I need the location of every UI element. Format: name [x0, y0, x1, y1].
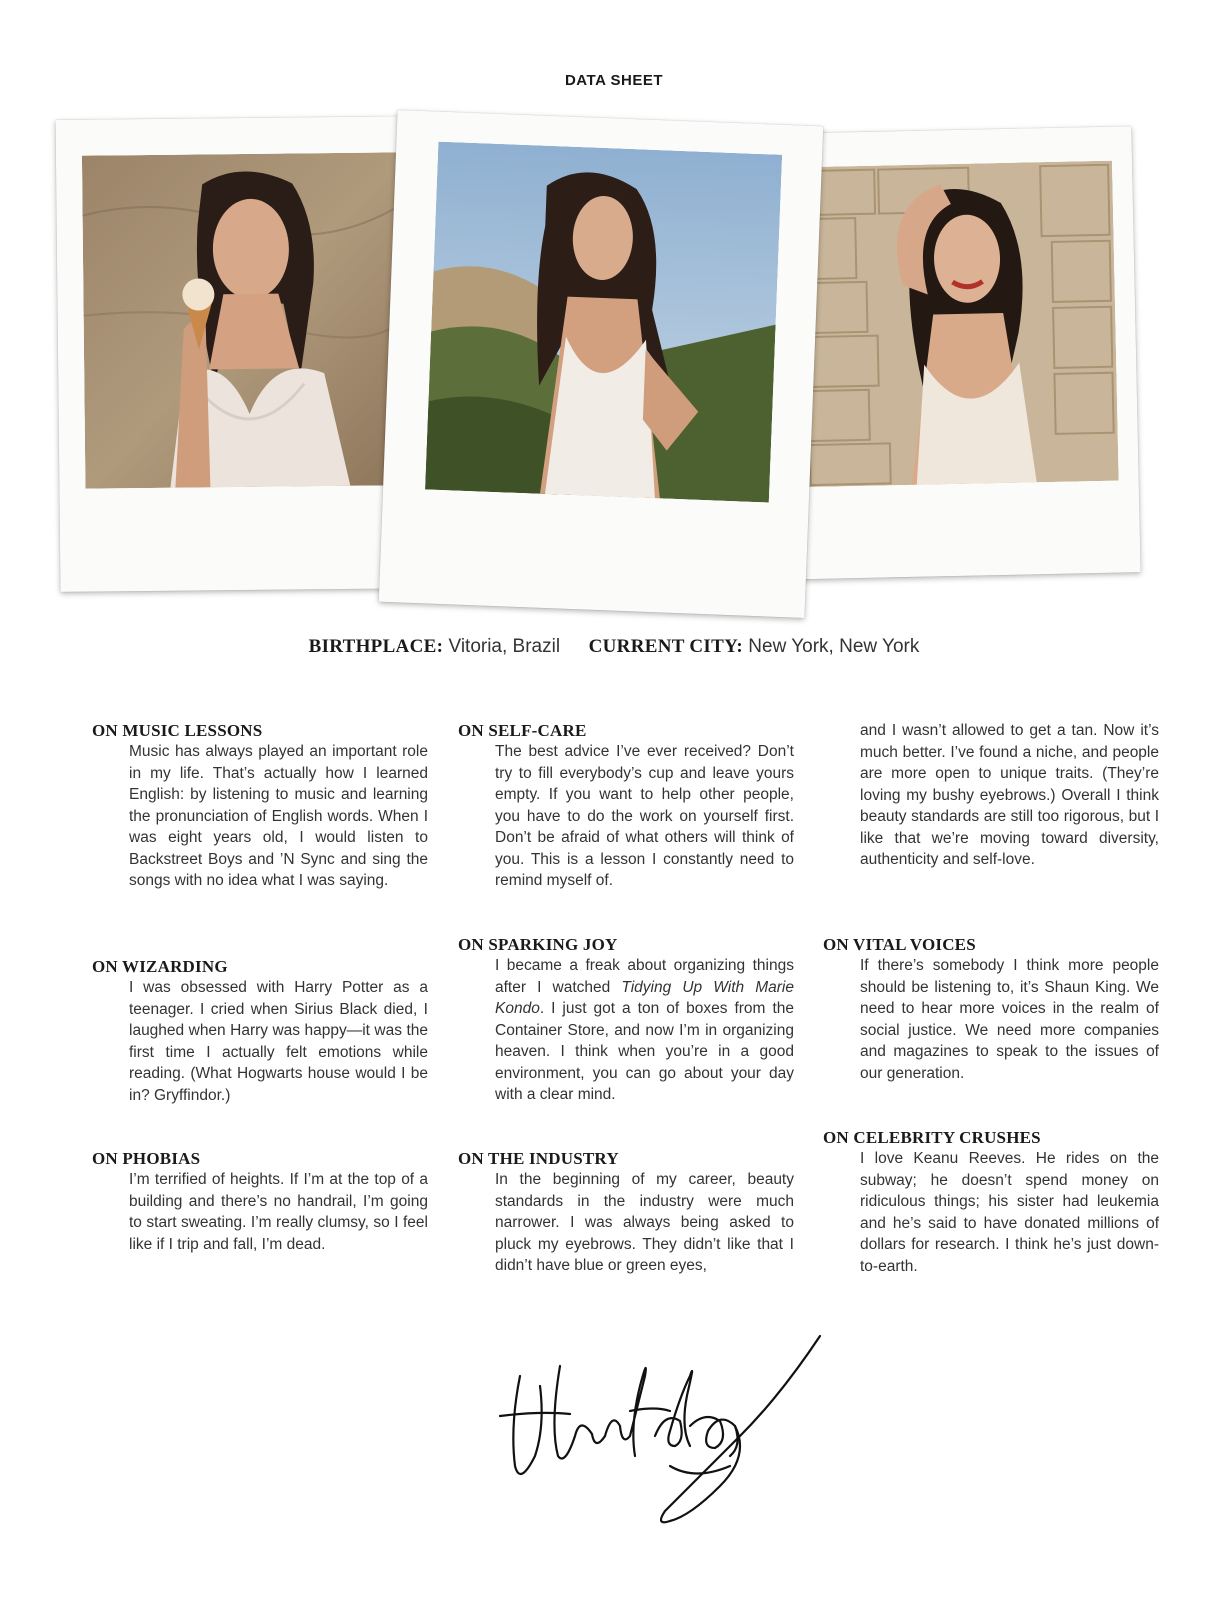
page-header: DATA SHEET [564, 72, 664, 89]
photo-hillside [425, 142, 782, 503]
section-industry-continued [823, 720, 1159, 871]
section-body: I love Keanu Reeves. He rides on the subway; he doesn’t spend money on ridiculous things; his sister had leukemia and he’s said to have donated millions of dollars for research. I think he’s just down-to-earth. [860, 1150, 1159, 1275]
section-wizarding [92, 956, 428, 1106]
section-heading: ON SELF-CARE [458, 721, 587, 740]
section-heading: ON CELEBRITY CRUSHES [823, 1128, 1041, 1147]
polaroid-photo-1 [56, 116, 433, 592]
section-heading: ON VITAL VOICES [823, 935, 976, 954]
polaroid-photo-2 [379, 110, 824, 618]
photo-ice-cream [82, 152, 408, 488]
show-title: Tidying Up With Marie Kondo [495, 978, 794, 1017]
section-vital-voices [823, 934, 1159, 1084]
personal-info-line [0, 636, 1228, 658]
signature [480, 1316, 840, 1556]
section-body: Music has always played an important role in my life. That’s actually how I learned English: by listening to music and learning the pronunciation of English words. When I was eight years old, I would listen to Backstreet Boys and ’N Sync and sing the songs with no idea what I was saying. [129, 743, 428, 889]
section-body: The best advice I’ve ever received? Don’t try to fill everybody’s cup and leave yours empty. If you want to help other people, you have to do the work on yourself first. Don’t be afraid of what others will think of you. This is a lesson I constantly need to remind myself of. [495, 743, 794, 889]
section-the-industry [458, 1148, 794, 1277]
section-heading: ON MUSIC LESSONS [92, 721, 263, 740]
section-body: I became a freak about organizing things after I watched Tidying Up With Marie Kondo. I just got a ton of boxes from the Container Store, and now I’m in organizing heaven. I think when you’re in a good environment, you can go about your day with a clear mind. [495, 957, 794, 1103]
section-body: I’m terrified of heights. If I’m at the top of a building and there’s no handrail, I’m going to start sweating. I’m really clumsy, so I feel like if I trip and fall, I’m dead. [129, 1171, 428, 1253]
section-heading: ON SPARKING JOY [458, 935, 618, 954]
section-body: and I wasn’t allowed to get a tan. Now it’s much better. I’ve found a niche, and people are more open to unique traits. (They’re loving my bushy eyebrows.) Overall I think beauty standards are still too rigorous, but I like that we’re moving toward diversity, authenticity and self-love. [860, 722, 1159, 868]
section-self-care [458, 720, 794, 892]
birthplace-value: Vitoria, Brazil [448, 636, 561, 657]
section-heading: ON WIZARDING [92, 957, 228, 976]
section-body: If there’s somebody I think more people should be listening to, it’s Shaun King. We need to hear more voices in the realm of social justice. We need more companies and magazines to speak to the issues of our generation. [860, 957, 1159, 1082]
current-city-value: New York, New York [748, 636, 920, 657]
section-body: I was obsessed with Harry Potter as a teenager. I cried when Sirius Black died, I laughed when Harry was happy—it was the first time I actually felt emotions while reading. (What Hogwarts house would I be in? Gryffindor.) [129, 979, 428, 1104]
section-heading: ON THE INDUSTRY [458, 1149, 619, 1168]
current-city-label: CURRENT CITY: [588, 636, 743, 657]
photo-stone-wall [800, 161, 1119, 487]
birthplace-label: BIRTHPLACE: [308, 636, 444, 657]
section-sparking-joy [458, 934, 794, 1106]
section-body: In the beginning of my career, beauty standards in the industry were much narrower. I was always being asked to pluck my eyebrows. They didn’t like that I didn’t have blue or green eyes, [495, 1171, 794, 1274]
section-phobias [92, 1148, 428, 1255]
section-celebrity-crushes [823, 1127, 1159, 1277]
polaroid-photo-3 [769, 126, 1140, 579]
section-heading: ON PHOBIAS [92, 1149, 201, 1168]
section-music-lessons [92, 720, 428, 892]
